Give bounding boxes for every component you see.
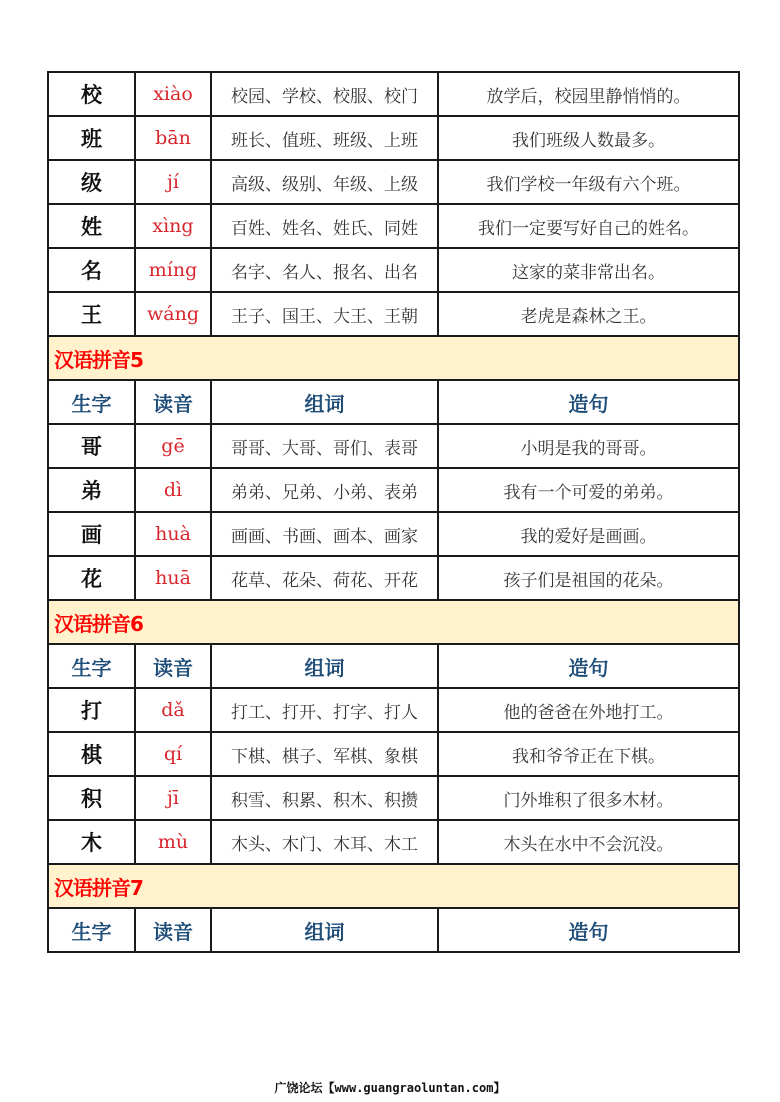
sentence-cell: 我和爷爷正在下棋。 [438,732,739,776]
words-cell: 名字、名人、报名、出名 [211,248,438,292]
section-title: 汉语拼音7 [48,864,739,908]
header-pinyin: 读音 [135,380,211,424]
pinyin-cell: xiào [135,72,211,116]
section-title: 汉语拼音6 [48,600,739,644]
header-words: 组词 [211,380,438,424]
char-cell: 班 [48,116,135,160]
header-char: 生字 [48,908,135,952]
column-header-row [48,380,739,424]
words-cell: 弟弟、兄弟、小弟、表弟 [211,468,438,512]
sentence-cell: 我们班级人数最多。 [438,116,739,160]
sentence-cell: 孩子们是祖国的花朵。 [438,556,739,600]
words-cell: 哥哥、大哥、哥们、表哥 [211,424,438,468]
char-cell: 木 [48,820,135,864]
words-cell: 校园、学校、校服、校门 [211,72,438,116]
words-cell: 木头、木门、木耳、木工 [211,820,438,864]
table-row [48,72,739,116]
char-cell: 弟 [48,468,135,512]
footer-watermark: 广饶论坛【www.guangraoluntan.com】 [274,1081,506,1095]
pinyin-cell: bān [135,116,211,160]
words-cell: 班长、值班、班级、上班 [211,116,438,160]
pinyin-cell: huā [135,556,211,600]
table-row [48,468,739,512]
column-header-row [48,644,739,688]
char-cell: 王 [48,292,135,336]
table-row [48,776,739,820]
char-cell: 姓 [48,204,135,248]
sentence-cell: 小明是我的哥哥。 [438,424,739,468]
vocabulary-table [47,71,740,953]
table-row [48,116,739,160]
header-sentence: 造句 [438,644,739,688]
section-title-row [48,600,739,644]
sentence-cell: 老虎是森林之王。 [438,292,739,336]
sentence-cell: 木头在水中不会沉没。 [438,820,739,864]
header-words: 组词 [211,908,438,952]
sentence-cell: 他的爸爸在外地打工。 [438,688,739,732]
table-row [48,160,739,204]
section-title: 汉语拼音5 [48,336,739,380]
table-row [48,732,739,776]
char-cell: 级 [48,160,135,204]
pinyin-cell: gē [135,424,211,468]
sentence-cell: 这家的菜非常出名。 [438,248,739,292]
pinyin-cell: dǎ [135,688,211,732]
char-cell: 校 [48,72,135,116]
char-cell: 名 [48,248,135,292]
words-cell: 百姓、姓名、姓氏、同姓 [211,204,438,248]
table-row [48,248,739,292]
char-cell: 打 [48,688,135,732]
words-cell: 打工、打开、打字、打人 [211,688,438,732]
table-row [48,512,739,556]
table-row [48,556,739,600]
pinyin-cell: qí [135,732,211,776]
pinyin-cell: jí [135,160,211,204]
char-cell: 积 [48,776,135,820]
table-row [48,688,739,732]
sentence-cell: 门外堆积了很多木材。 [438,776,739,820]
pinyin-cell: jī [135,776,211,820]
header-sentence: 造句 [438,380,739,424]
char-cell: 哥 [48,424,135,468]
table-row [48,820,739,864]
column-header-row [48,908,739,952]
pinyin-cell: xìng [135,204,211,248]
words-cell: 积雪、积累、积木、积攒 [211,776,438,820]
header-char: 生字 [48,644,135,688]
char-cell: 花 [48,556,135,600]
table-row [48,204,739,248]
header-words: 组词 [211,644,438,688]
words-cell: 下棋、棋子、军棋、象棋 [211,732,438,776]
section-title-row [48,336,739,380]
words-cell: 高级、级别、年级、上级 [211,160,438,204]
words-cell: 王子、国王、大王、王朝 [211,292,438,336]
pinyin-cell: dì [135,468,211,512]
sentence-cell: 我有一个可爱的弟弟。 [438,468,739,512]
table-row [48,424,739,468]
sentence-cell: 我们学校一年级有六个班。 [438,160,739,204]
pinyin-cell: mù [135,820,211,864]
sentence-cell: 放学后，校园里静悄悄的。 [438,72,739,116]
words-cell: 画画、书画、画本、画家 [211,512,438,556]
char-cell: 画 [48,512,135,556]
header-char: 生字 [48,380,135,424]
pinyin-cell: wáng [135,292,211,336]
header-sentence: 造句 [438,908,739,952]
header-pinyin: 读音 [135,644,211,688]
sentence-cell: 我的爱好是画画。 [438,512,739,556]
pinyin-cell: míng [135,248,211,292]
pinyin-cell: huà [135,512,211,556]
header-pinyin: 读音 [135,908,211,952]
sentence-cell: 我们一定要写好自己的姓名。 [438,204,739,248]
words-cell: 花草、花朵、荷花、开花 [211,556,438,600]
table-row [48,292,739,336]
char-cell: 棋 [48,732,135,776]
section-title-row [48,864,739,908]
